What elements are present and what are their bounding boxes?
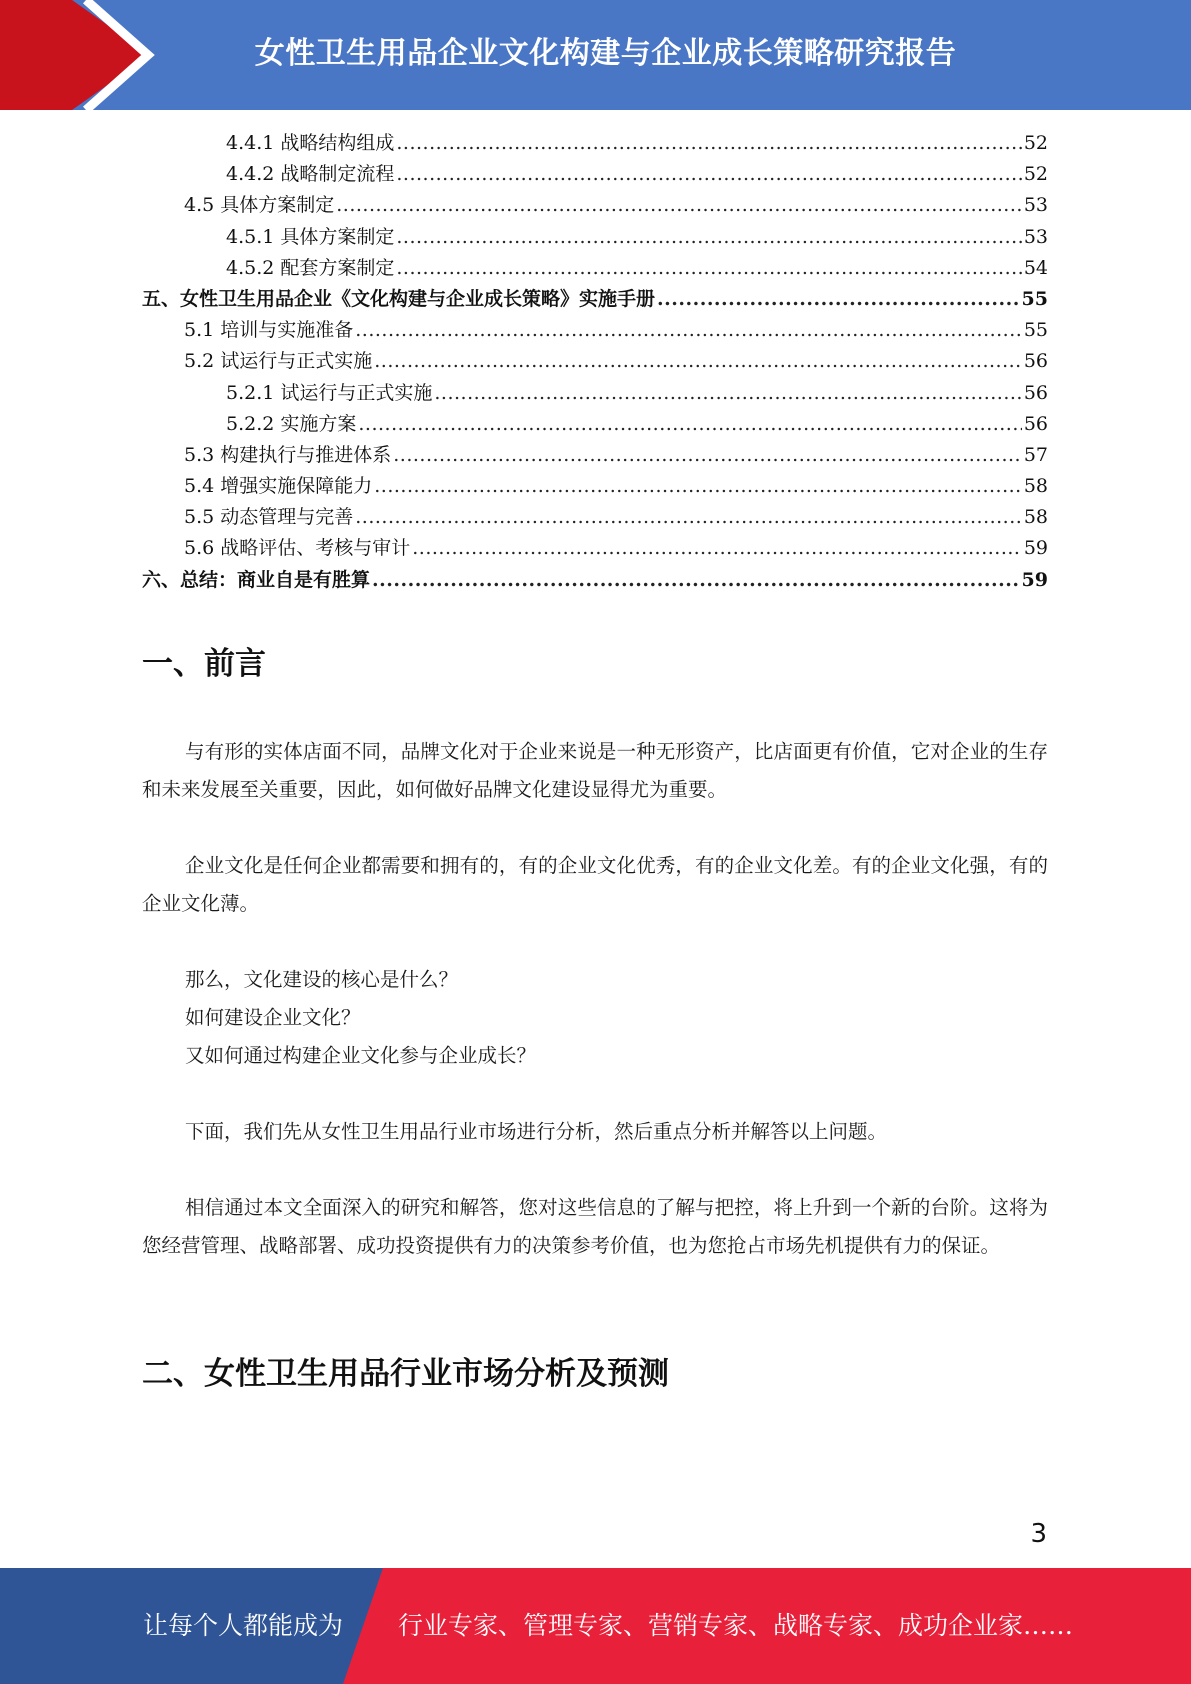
footer-slogan-left: 让每个人都能成为 <box>143 1611 344 1640</box>
preface-question-2: 如何建设企业文化？ <box>185 1006 361 1029</box>
toc-entry-page: 59 <box>1021 568 1048 591</box>
toc-entry-title: 4.5.1 具体方案制定 <box>226 225 395 248</box>
toc-entry-page: 55 <box>1021 287 1048 310</box>
report-title: 女性卫生用品企业文化构建与企业成长策略研究报告 <box>254 36 957 71</box>
toc-entry-title: 五、女性卫生用品企业《文化构建与企业成长策略》实施手册 <box>142 287 656 310</box>
toc-dot-leader <box>372 565 1020 596</box>
toc-entry-page: 54 <box>1023 256 1048 279</box>
toc-dot-leader <box>396 159 1021 190</box>
toc-entry-title: 4.4.2 战略制定流程 <box>226 163 395 186</box>
toc-dot-leader <box>434 378 1021 409</box>
toc-dot-leader <box>657 284 1020 315</box>
toc-entry-page: 56 <box>1023 350 1048 373</box>
footer-slogan-right: 行业专家、管理专家、营销专家、战略专家、成功企业家…… <box>398 1611 1074 1640</box>
toc-dot-leader <box>355 502 1022 533</box>
toc-dot-leader <box>374 346 1022 377</box>
toc-entry[interactable] <box>142 190 1048 221</box>
toc-entry-page: 56 <box>1023 381 1048 404</box>
toc-entry-page: 56 <box>1023 412 1048 435</box>
toc-entry-page: 57 <box>1023 443 1048 466</box>
toc-entry-title: 4.5.2 配套方案制定 <box>226 256 395 279</box>
toc-dot-leader <box>336 190 1022 221</box>
toc-entry-title: 5.6 战略评估、考核与审计 <box>184 537 411 560</box>
page-footer <box>0 1568 1191 1684</box>
toc-dot-leader <box>396 253 1021 284</box>
toc-dot-leader <box>412 533 1022 564</box>
toc-dot-leader <box>396 128 1021 159</box>
preface-paragraph-1: 与有形的实体店面不同，品牌文化对于企业来说是一种无形资产，比店面更有价值，它对企业的生存和未来发展至关重要，因此，如何做好品牌文化建设显得尤为重要。 <box>142 740 1048 801</box>
toc-entry-title: 5.3 构建执行与推进体系 <box>184 443 392 466</box>
toc-entry-page: 52 <box>1023 163 1048 186</box>
table-of-contents <box>142 128 1048 596</box>
toc-entry-title: 5.5 动态管理与完善 <box>184 506 354 529</box>
preface-paragraph-3: 下面，我们先从女性卫生用品行业市场进行分析，然后重点分析并解答以上问题。 <box>185 1120 888 1143</box>
toc-entry[interactable] <box>142 502 1048 533</box>
toc-entry[interactable] <box>142 315 1048 346</box>
toc-entry[interactable] <box>142 440 1048 471</box>
toc-entry[interactable] <box>142 471 1048 502</box>
toc-entry[interactable] <box>142 128 1048 159</box>
toc-entry-page: 55 <box>1023 319 1048 342</box>
toc-dot-leader <box>393 440 1022 471</box>
section-heading-market-analysis: 二、女性卫生用品行业市场分析及预测 <box>142 1356 669 1392</box>
toc-entry-title: 4.5 具体方案制定 <box>184 194 335 217</box>
toc-dot-leader <box>374 471 1022 502</box>
toc-entry-title: 4.4.1 战略结构组成 <box>226 132 395 154</box>
toc-entry[interactable] <box>142 253 1048 284</box>
preface-paragraph-4: 相信通过本文全面深入的研究和解答，您对这些信息的了解与把控，将上升到一个新的台阶。这将为您经营管理、战略部署、成功投资提供有力的决策参考价值，也为您抢占市场先机提供有力的保证。 <box>142 1196 1048 1257</box>
toc-entry[interactable] <box>142 533 1048 564</box>
toc-entry-page: 53 <box>1023 194 1048 217</box>
page-header <box>0 0 1191 110</box>
toc-entry-page: 53 <box>1023 225 1048 248</box>
toc-entry-page: 58 <box>1023 475 1048 498</box>
toc-entry-title: 5.2.1 试运行与正式实施 <box>226 381 433 404</box>
toc-entry[interactable] <box>142 346 1048 377</box>
preface-paragraph-2: 企业文化是任何企业都需要和拥有的，有的企业文化优秀，有的企业文化差。有的企业文化强，有的企业文化薄。 <box>142 854 1048 915</box>
toc-entry-page: 59 <box>1023 537 1048 560</box>
toc-entry[interactable] <box>142 222 1048 253</box>
toc-entry[interactable] <box>142 409 1048 440</box>
preface-question-1: 那么，文化建设的核心是什么？ <box>185 968 459 991</box>
toc-entry[interactable] <box>142 159 1048 190</box>
page-number: 3 <box>1030 1519 1047 1549</box>
toc-dot-leader <box>396 222 1021 253</box>
toc-dot-leader <box>358 409 1021 440</box>
section-heading-preface: 一、前言 <box>142 646 266 682</box>
toc-entry-title: 5.4 增强实施保障能力 <box>184 475 373 498</box>
toc-entry-title: 5.2 试运行与正式实施 <box>184 350 373 373</box>
toc-entry[interactable] <box>142 378 1048 409</box>
toc-entry-page: 58 <box>1023 506 1048 529</box>
toc-entry-title: 5.2.2 实施方案 <box>226 412 357 435</box>
preface-question-3: 又如何通过构建企业文化参与企业成长？ <box>185 1044 537 1067</box>
toc-entry[interactable] <box>142 284 1048 315</box>
toc-entry-title: 六、总结：商业自是有胜算 <box>142 568 371 591</box>
toc-entry[interactable] <box>142 565 1048 596</box>
toc-entry-title: 5.1 培训与实施准备 <box>184 319 354 342</box>
toc-dot-leader <box>355 315 1022 346</box>
toc-entry-page: 52 <box>1023 132 1048 154</box>
